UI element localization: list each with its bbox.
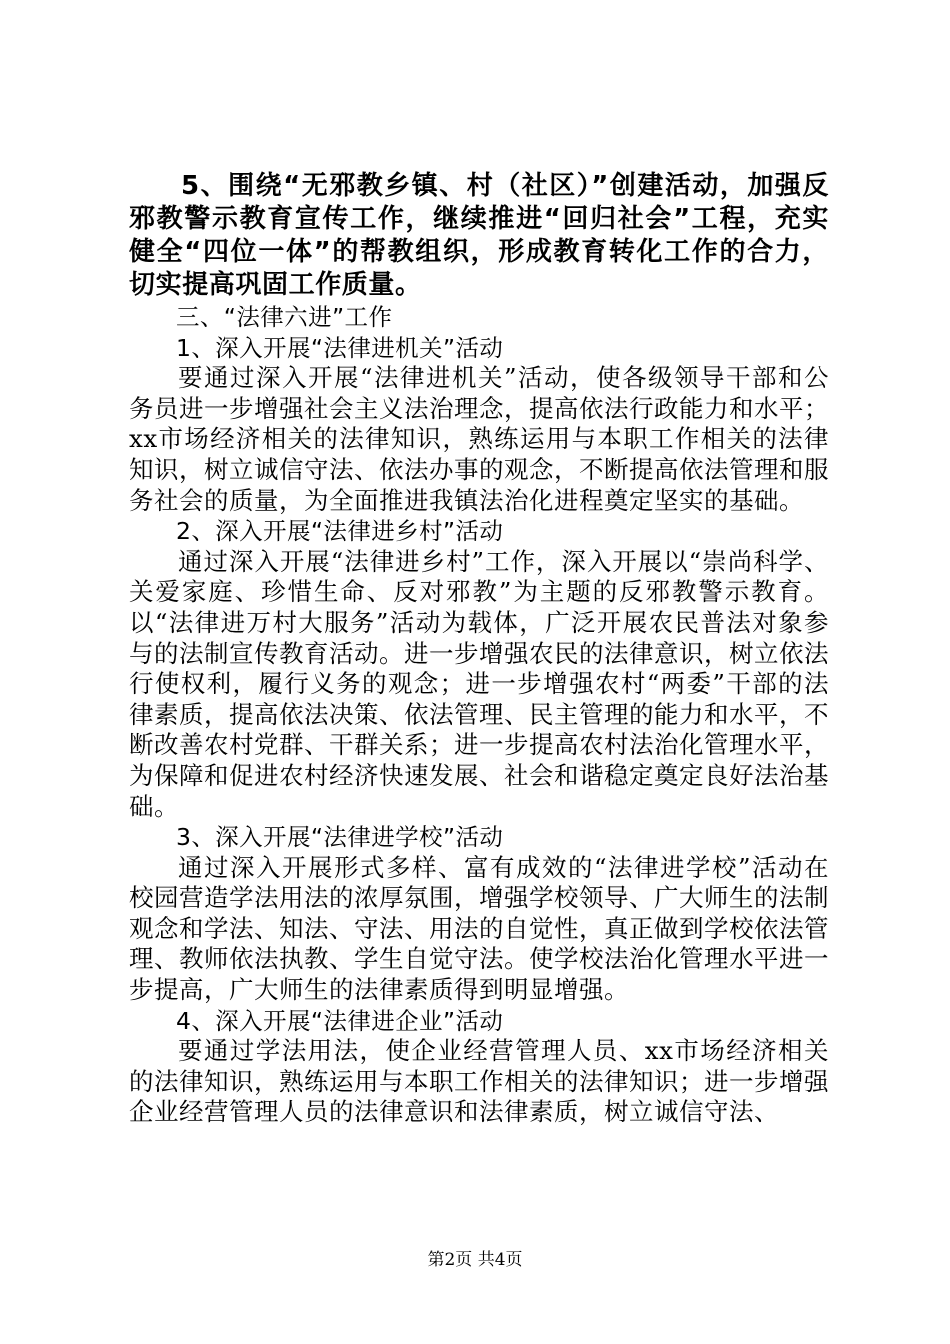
- subheading-organs: 1、深入开展“法律进机关”活动: [176, 333, 504, 362]
- paragraph-item-5: 5、围绕“无邪教乡镇、村（社区）”创建活动，加强反邪教警示教育宣传工作，继续推进“回归社会”工程，充实健全“四位一体”的帮教组织，形成教育转化工作的合力，切实提高巩固工作质量。: [129, 171, 829, 300]
- subheading-villages: 2、深入开展“法律进乡村”活动: [176, 517, 504, 546]
- paragraph-enterprises: 要通过学法用法，使企业经营管理人员、xx市场经济相关的法律知识，熟练运用与本职工作相关的法律知识；进一步增强企业经营管理人员的法律意识和法律素质，树立诚信守法、: [129, 1036, 829, 1127]
- paragraph-schools: 通过深入开展形式多样、富有成效的“法律进学校”活动在校园营造学法用法的浓厚氛围，增强学校领导、广大师生的法制观念和学法、知法、守法、用法的自觉性，真正做到学校依法管理、教师依法执教、学生自觉守法。使学校法治化管理水平进一步提高，广大师生的法律素质得到明显增强。: [129, 852, 829, 1005]
- document-body: [129, 170, 829, 1128]
- paragraph-organs: 要通过深入开展“法律进机关”活动，使各级领导干部和公务员进一步增强社会主义法治理念，提高依法行政能力和水平；xx市场经济相关的法律知识，熟练运用与本职工作相关的法律知识，树立诚信守法、依法办事的观念，不断提高依法管理和服务社会的质量，为全面推进我镇法治化进程奠定坚实的基础。: [129, 363, 829, 515]
- page-number-footer: 第2页 共4页: [427, 1250, 523, 1270]
- subheading-enterprises: 4、深入开展“法律进企业”活动: [176, 1006, 504, 1035]
- section-heading-three: 三、“法律六进”工作: [176, 303, 393, 331]
- subheading-schools: 3、深入开展“法律进学校”活动: [176, 823, 504, 852]
- paragraph-villages: 通过深入开展“法律进乡村”工作，深入开展以“崇尚科学、关爱家庭、珍惜生命、反对邪教”为主题的反邪教警示教育。以“法律进万村大服务”活动为载体，广泛开展农民普法对象参与的法制宣传教育活动。进一步增强农民的法律意识，树立依法行使权利，履行义务的观念；进一步增强农村“两委”干部的法律素质，提高依法决策、依法管理、民主管理的能力和水平，不断改善农村党群、干群关系；进一步提高农村法治化管理水平，为保障和促进农村经济快速发展、社会和谐稳定奠定良好法治基础。: [129, 546, 829, 821]
